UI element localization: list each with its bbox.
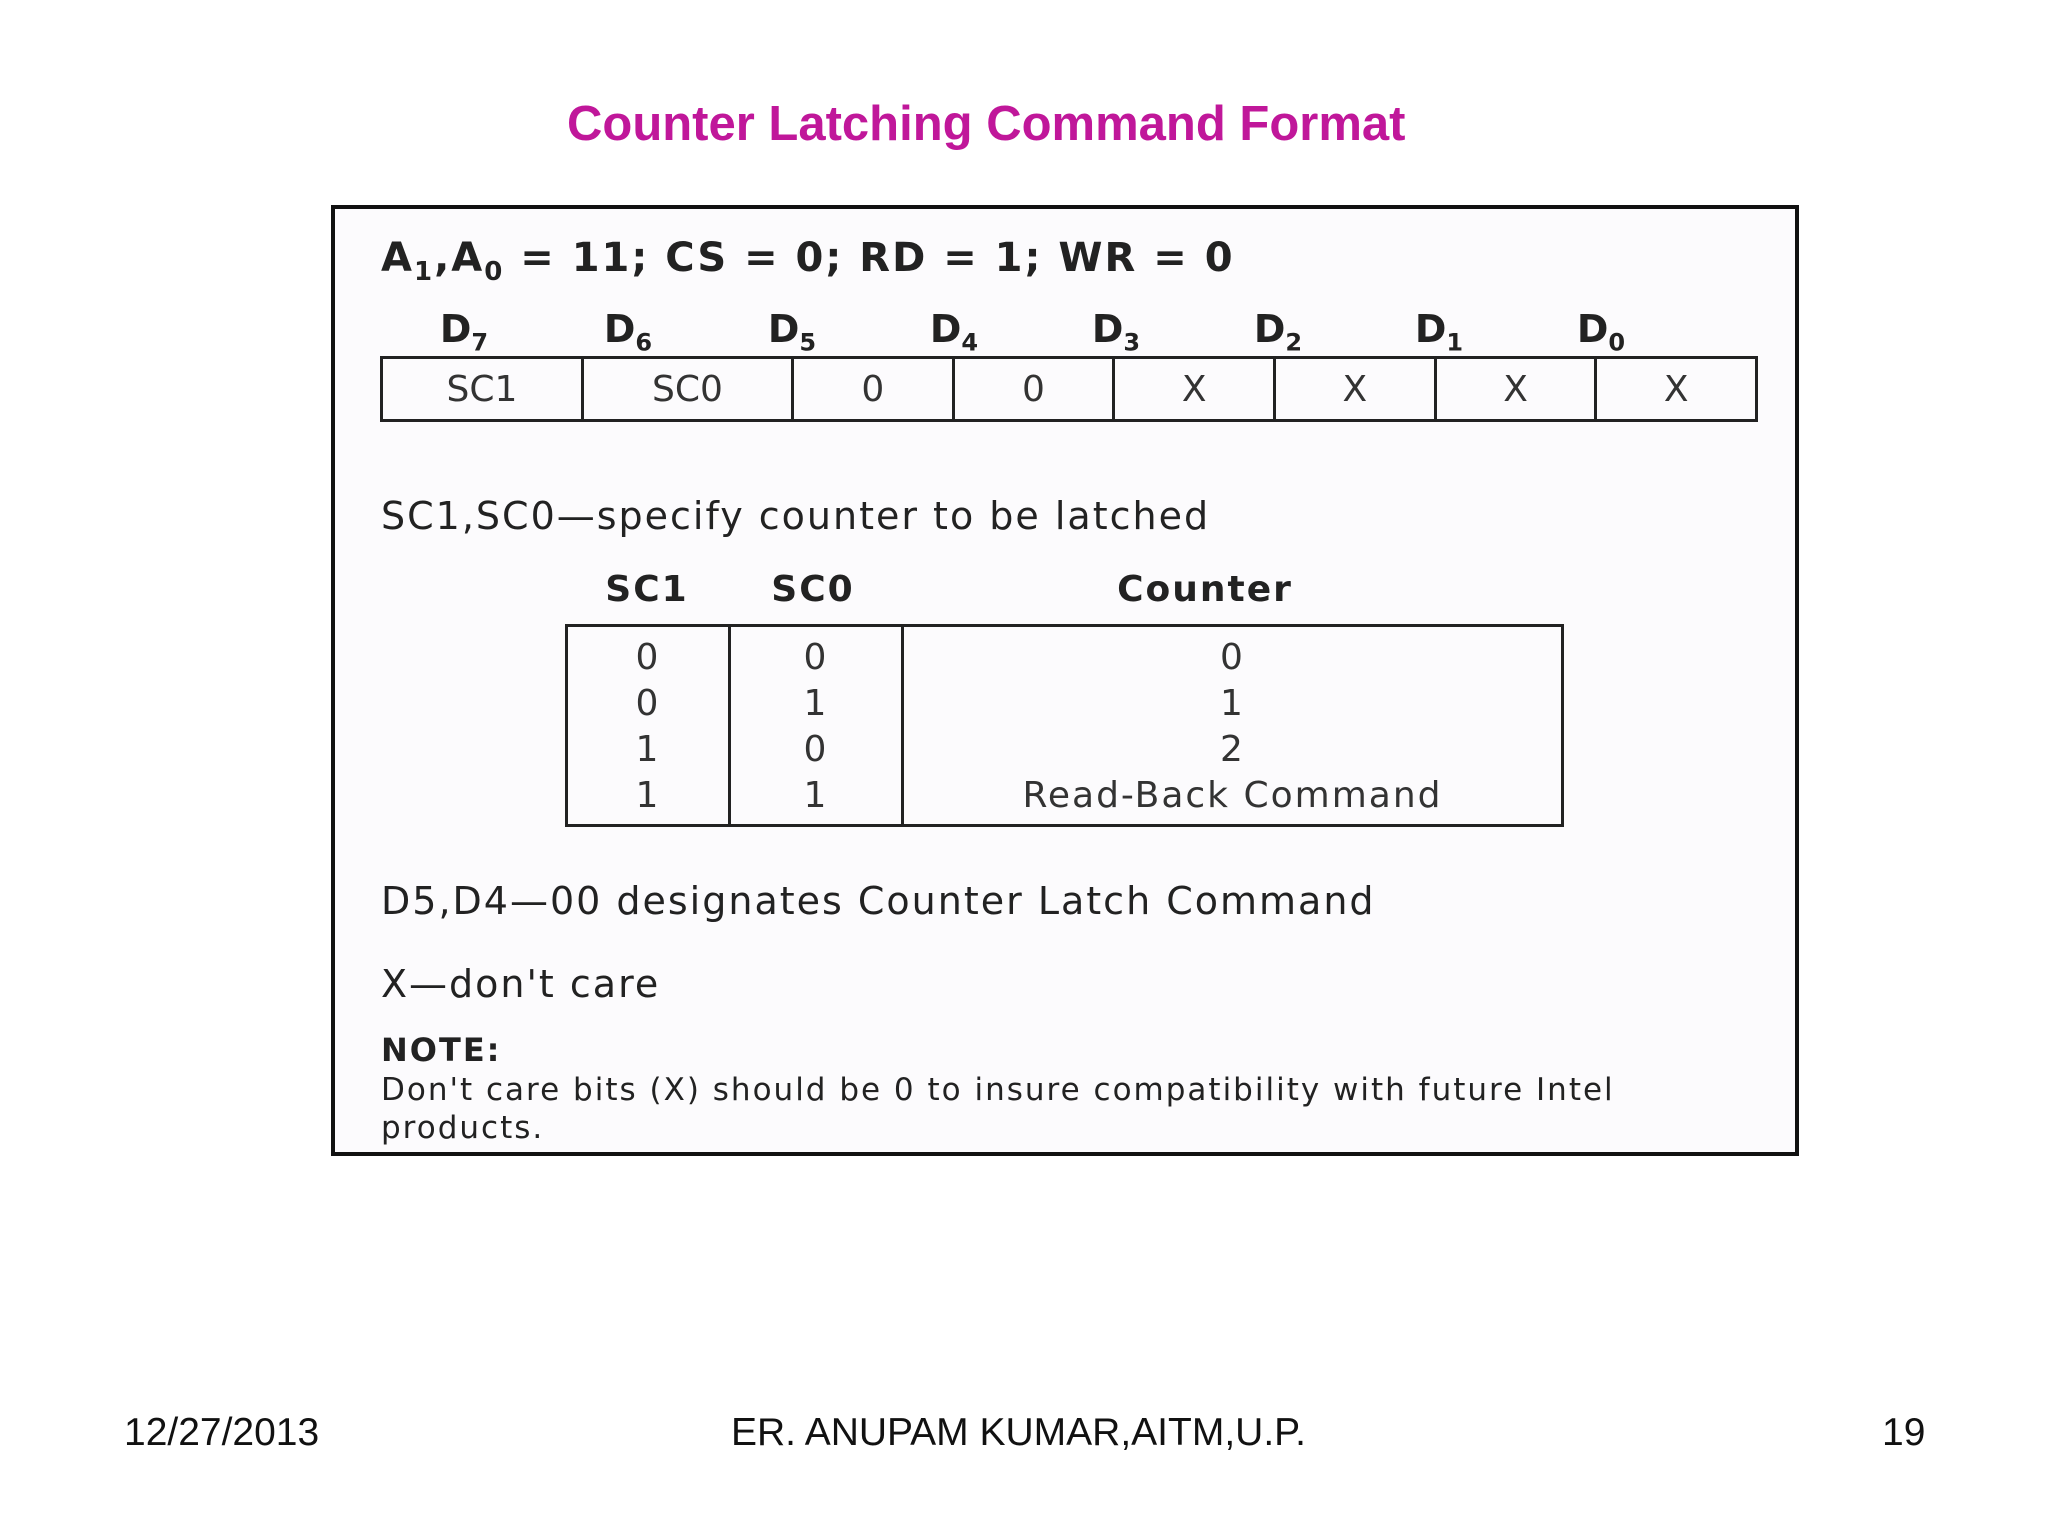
sc0-column bbox=[731, 627, 904, 824]
counter-value: 1 bbox=[1220, 683, 1245, 724]
pin-a-label: A bbox=[381, 235, 414, 281]
bit-cell-d0: X bbox=[1663, 368, 1689, 410]
bit-header-d7: $D_7$ bbox=[439, 307, 489, 357]
counter-column bbox=[904, 627, 1561, 824]
slide-title: Counter Latching Command Format bbox=[567, 97, 1406, 151]
bit-header-d1: $D_1$ bbox=[1414, 307, 1464, 357]
d5d4-description: D5,D4—00 designates Counter Latch Command bbox=[381, 879, 1376, 923]
sc1-value: 1 bbox=[635, 729, 661, 770]
bit-cell-d1: X bbox=[1437, 359, 1598, 419]
sc1-column bbox=[568, 627, 731, 824]
counter-select-table bbox=[565, 624, 1564, 827]
sc1-value: 0 bbox=[635, 683, 661, 724]
sc0-value: 0 bbox=[803, 637, 829, 678]
bit-header-d0: $D_0$ bbox=[1576, 307, 1626, 357]
bit-cell-d5: 0 bbox=[794, 359, 955, 419]
bit-cell-d2: X bbox=[1276, 359, 1437, 419]
pin-conditions-rest: = 11; CS = 0; RD = 1; WR = 0 bbox=[504, 235, 1235, 281]
sc1-value: 0 bbox=[635, 637, 661, 678]
note-text: Don't care bits (X) should be 0 to insure compatibility with future Intel products. bbox=[381, 1072, 1615, 1146]
sc0-value: 1 bbox=[803, 775, 829, 816]
command-bit-row bbox=[380, 356, 1758, 422]
counter-value: 0 bbox=[1220, 637, 1245, 678]
bit-header-d2: $D_2$ bbox=[1253, 307, 1303, 357]
sc1-value: 1 bbox=[635, 775, 661, 816]
bit-cell-d4: 0 bbox=[955, 359, 1116, 419]
counter-value: 2 bbox=[1220, 729, 1245, 770]
footer-author: ER. ANUPAM KUMAR,AITM,U.P. bbox=[731, 1411, 1306, 1454]
pin-conditions: $A_1,A_0 = 11$; CS = 0; RD = 1; WR = 0 bbox=[381, 235, 1235, 287]
table-header-sc1: SC1 bbox=[605, 569, 689, 610]
bit-header-d5: $D_5$ bbox=[767, 307, 817, 357]
sc0-value: 1 bbox=[803, 683, 829, 724]
footer-date: 12/27/2013 bbox=[124, 1411, 320, 1454]
bit-cell-d3: X bbox=[1115, 359, 1276, 419]
pin-a-label-2: A bbox=[451, 235, 485, 281]
bit-cell-d7: SC1 bbox=[383, 359, 584, 419]
footer-page-number: 19 bbox=[1882, 1411, 1926, 1454]
pin-a0-subscript: 0 bbox=[484, 257, 505, 287]
note-title: NOTE: bbox=[381, 1031, 502, 1069]
dont-care-description: X—don't care bbox=[381, 962, 661, 1006]
table-header-sc0: SC0 bbox=[771, 569, 855, 610]
pin-a1-subscript: 1 bbox=[413, 257, 435, 287]
sc0-value: 0 bbox=[803, 729, 829, 770]
bit-header-d6: $D_6$ bbox=[603, 307, 653, 357]
counter-value: Read-Back Command bbox=[1022, 775, 1443, 816]
bit-cell-d6: SC0 bbox=[584, 359, 794, 419]
command-format-figure bbox=[331, 205, 1799, 1156]
bit-header-d3: $D_3$ bbox=[1091, 307, 1141, 357]
bit-header-d4: $D_4$ bbox=[929, 307, 979, 357]
sc-description: SC1,SC0—specify counter to be latched bbox=[381, 494, 1211, 538]
table-header-counter: Counter bbox=[1117, 569, 1293, 610]
